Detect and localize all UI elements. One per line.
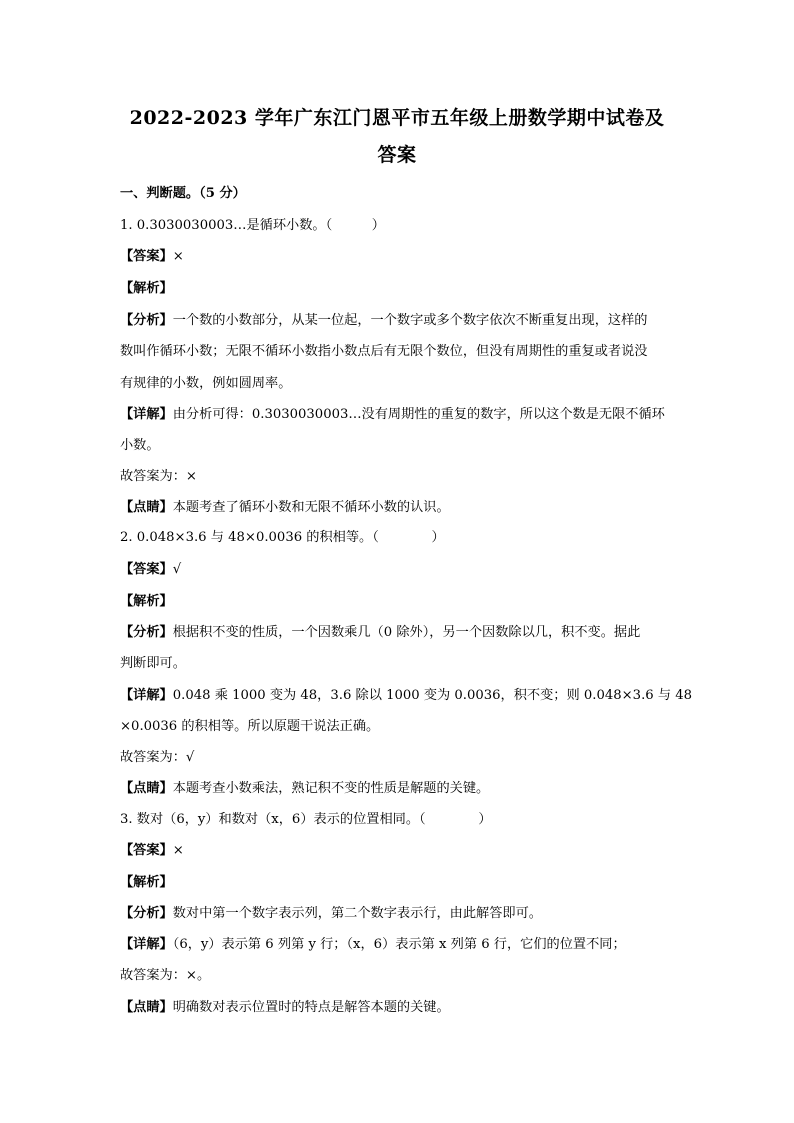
fenxi-label: 【分析】 [120,313,173,328]
answer-label: 【答案】 [120,843,173,858]
q2-answer [120,562,181,578]
q1-jiexi-label: 【解析】 [120,281,173,296]
q1-answer [120,249,184,265]
q3-question: 3. 数对（6，y）和数对（x，6）表示的位置相同。（ ） [120,812,492,827]
answer-label: 【答案】 [120,562,173,577]
fenxi-label: 【分析】 [120,906,173,921]
q2-fenxi-line-2: 判断即可。 [120,656,186,671]
xiangjie-label: 【详解】 [120,937,173,952]
title-line-1: 2022-2023 学年广东江门恩平市五年级上册数学期中试卷及 [129,107,665,129]
answer-value: × [172,249,184,264]
fenxi-text: 根据积不变的性质，一个因数乘几（0 除外），另一个因数除以几，积不变。据此 [172,625,641,640]
xiangjie-label: 【详解】 [120,688,173,703]
dianjing-text: 本题考查小数乘法，熟记积不变的性质是解题的关键。 [172,781,490,796]
dianjing-label: 【点睛】 [120,781,173,796]
q3-jiexi-label: 【解析】 [120,875,173,890]
q1-fenxi [120,313,648,329]
dianjing-label: 【点睛】 [120,500,173,515]
q1-fenxi-line-3: 有规律的小数，例如圆周率。 [120,376,292,391]
q1-xiangjie [120,407,665,423]
q2-xiangjie [120,688,692,704]
xiangjie-text: （6，y）表示第 6 列第 y 行；（x，6）表示第 x 列第 6 行，它们的位置不同； [172,937,626,952]
title-line-2: 答案 [377,144,417,166]
fenxi-text: 一个数的小数部分，从某一位起，一个数字或多个数字依次不断重复出现，这样的 [172,313,648,328]
q2-jiexi-label: 【解析】 [120,594,173,609]
q3-dianjing [120,1000,450,1016]
dianjing-text: 明确数对表示位置时的特点是解答本题的关键。 [172,1000,450,1015]
xiangjie-text: 0.048 乘 1000 变为 48，3.6 除以 1000 变为 0.0036，积不变；则 0.048×3.6 与 48 [172,688,692,703]
dianjing-text: 本题考查了循环小数和无限不循环小数的认识。 [172,500,450,515]
xiangjie-label: 【详解】 [120,407,173,422]
q3-final-answer: 故答案为：×。 [120,968,211,983]
q1-xiangjie-line-2: 小数。 [120,438,160,453]
q1-question: 1. 0.3030030003…是循环小数。（ ） [120,218,385,233]
fenxi-label: 【分析】 [120,625,173,640]
q2-final-answer: 故答案为：√ [120,750,195,765]
q2-question: 2. 0.048×3.6 与 48×0.0036 的积相等。（ ） [120,530,445,545]
q3-fenxi [120,906,542,922]
q1-final-answer: 故答案为：× [120,469,197,484]
section-heading: 一、判断题。（5 分） [120,186,246,201]
q2-dianjing [120,781,489,797]
q2-xiangjie-line-2: ×0.0036 的积相等。所以原题干说法正确。 [120,719,380,734]
answer-value: × [172,843,184,858]
fenxi-text: 数对中第一个数字表示列，第二个数字表示行，由此解答即可。 [172,906,542,921]
q1-fenxi-line-2: 数叫作循环小数；无限不循环小数指小数点后有无限个数位，但没有周期性的重复或者说没 [120,344,648,359]
document-title [110,100,684,174]
q1-dianjing [120,500,450,516]
answer-label: 【答案】 [120,249,173,264]
dianjing-label: 【点睛】 [120,1000,173,1015]
answer-value: √ [172,562,182,577]
q3-answer [120,843,184,859]
q2-fenxi [120,625,640,641]
xiangjie-text: 由分析可得：0.3030030003…没有周期性的重复的数字，所以这个数是无限不循环 [172,407,665,422]
q3-xiangjie [120,937,626,953]
